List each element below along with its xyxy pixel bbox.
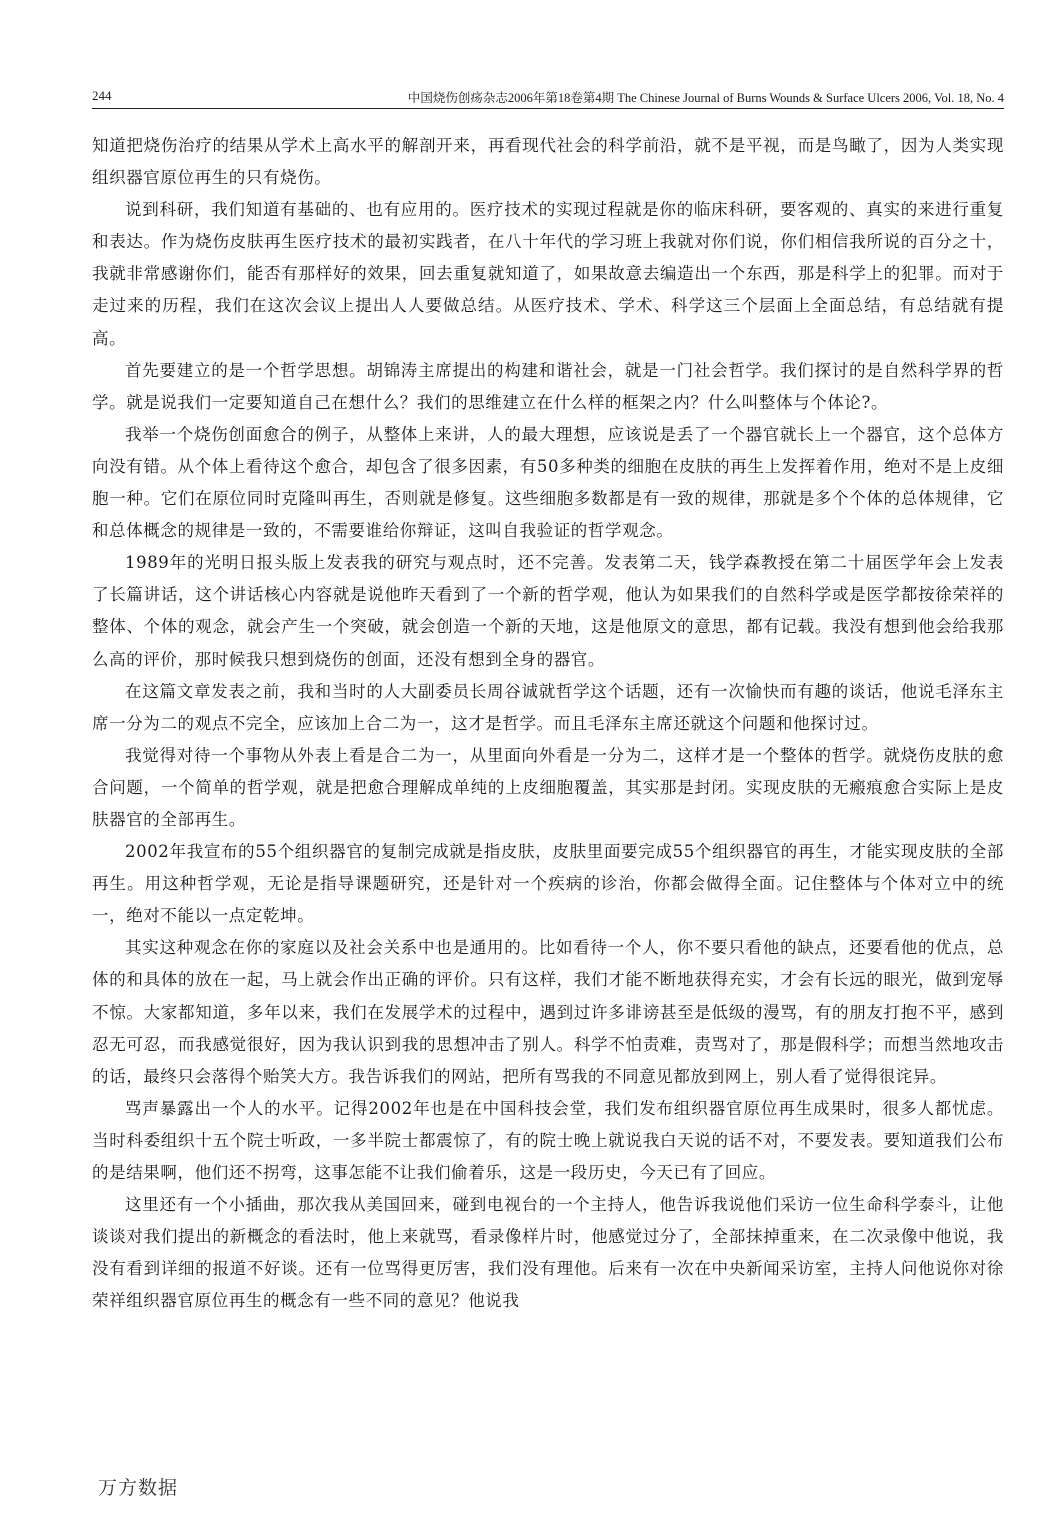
source-watermark: 万方数据 (98, 1477, 179, 1499)
paragraph: 在这篇文章发表之前，我和当时的人大副委员长周谷诚就哲学这个话题，还有一次愉快而有趣的谈话，他说毛泽东主席一分为二的观点不完全，应该加上合二为一，这才是哲学。而且毛泽东主席还就这个问题和他探讨过。 (92, 681, 1004, 733)
paragraph: 说到科研，我们知道有基础的、也有应用的。医疗技术的实现过程就是你的临床科研，要客观的、真实的来进行重复和表达。作为烧伤皮肤再生医疗技术的最初实践者，在八十年代的学习班上我就对你们说，你们相信我所说的百分之十，我就非常感谢你们，能否有那样好的效果，回去重复就知道了，如果故意去编造出一个东西，那是科学上的犯罪。而对于走过来的历程，我们在这次会议上提出人人要做总结。从医疗技术、学术、科学这三个层面上全面总结，有总结就有提高。 (92, 200, 1004, 348)
paragraph: 骂声暴露出一个人的水平。记得2002年也是在中国科技会堂，我们发布组织器官原位再生成果时，很多人都忧虑。当时科委组织十五个院士听政，一多半院士都震惊了，有的院士晚上就说我白天说的话不对，不要发表。要知道我们公布的是结果啊，他们还不拐弯，这事怎能不让我们偷着乐，这是一段历史，今天已有了回应。 (92, 1098, 1004, 1182)
paragraph: 首先要建立的是一个哲学思想。胡锦涛主席提出的构建和谐社会，就是一门社会哲学。我们探讨的是自然科学界的哲学。就是说我们一定要知道自己在想什么？我们的思维建立在什么样的框架之内？什么叫整体与个体论?。 (92, 360, 1004, 412)
paragraph: 这里还有一个小插曲，那次我从美国回来，碰到电视台的一个主持人，他告诉我说他们采访一位生命科学泰斗，让他谈谈对我们提出的新概念的看法时，他上来就骂，看录像样片时，他感觉过分了，全部抹掉重来，在二次录像中他说，我没有看到详细的报道不好谈。还有一位骂得更厉害，我们没有理他。后来有一次在中央新闻采访室，主持人问他说你对徐荣祥组织器官原位再生的概念有一些不同的意见？他说我 (92, 1195, 1004, 1311)
running-header (92, 88, 1004, 109)
paragraph: 2002年我宣布的55个组织器官的复制完成就是指皮肤，皮肤里面要完成55个组织器官的再生，才能实现皮肤的全部再生。用这种哲学观，无论是指导课题研究，还是针对一个疾病的诊治，你都会做得全面。记住整体与个体对立中的统一，绝对不能以一点定乾坤。 (92, 842, 1004, 926)
journal-citation: 中国烧伤创疡杂志2006年第18卷第4期 The Chinese Journal of Burns Wounds & Surface Ulcers 2006, Vol. 18, No. 4 (407, 91, 1004, 105)
page-number: 244 (92, 88, 112, 103)
paragraph: 我举一个烧伤创面愈合的例子，从整体上来讲，人的最大理想，应该说是丢了一个器官就长上一个器官，这个总体方向没有错。从个体上看待这个愈合，却包含了很多因素，有50多种类的细胞在皮肤的再生上发挥着作用，绝对不是上皮细胞一种。它们在原位同时克隆叫再生，否则就是修复。这些细胞多数都是有一致的规律，那就是多个个体的总体规律，它和总体概念的规律是一致的，不需要谁给你辩证，这叫自我验证的哲学观念。 (92, 424, 1004, 541)
paragraph: 知道把烧伤治疗的结果从学术上高水平的解剖开来，再看现代社会的科学前沿，就不是平视，而是鸟瞰了，因为人类实现组织器官原位再生的只有烧伤。 (92, 136, 1004, 188)
paragraph: 1989年的光明日报头版上发表我的研究与观点时，还不完善。发表第二天，钱学森教授在第二十届医学年会上发表了长篇讲话，这个讲话核心内容就是说他昨天看到了一个新的哲学观，他认为如果我们的自然科学或是医学都按徐荣祥的整体、个体的观念，就会产生一个突破，就会创造一个新的天地，这是他原文的意思，都有记载。我没有想到他会给我那么高的评价，那时候我只想到烧伤的创面，还没有想到全身的器官。 (92, 553, 1004, 669)
paragraph: 我觉得对待一个事物从外表上看是合二为一，从里面向外看是一分为二，这样才是一个整体的哲学。就烧伤皮肤的愈合问题，一个简单的哲学观，就是把愈合理解成单纯的上皮细胞覆盖，其实那是封闭。实现皮肤的无瘢痕愈合实际上是皮肤器官的全部再生。 (92, 745, 1004, 829)
paragraph: 其实这种观念在你的家庭以及社会关系中也是通用的。比如看待一个人，你不要只看他的缺点，还要看他的优点，总体的和具体的放在一起，马上就会作出正确的评价。只有这样，我们才能不断地获得充实，才会有长远的眼光，做到宠辱不惊。大家都知道，多年以来，我们在发展学术的过程中，遇到过许多诽谤甚至是低级的漫骂，有的朋友打抱不平，感到忍无可忍，而我感觉很好，因为我认识到我的思想冲击了别人。科学不怕责难，责骂对了，那是假科学；而想当然地攻击的话，最终只会落得个贻笑大方。我告诉我们的网站，把所有骂我的不同意见都放到网上，别人看了觉得很诧异。 (92, 938, 1004, 1086)
article-body (92, 130, 1004, 1317)
